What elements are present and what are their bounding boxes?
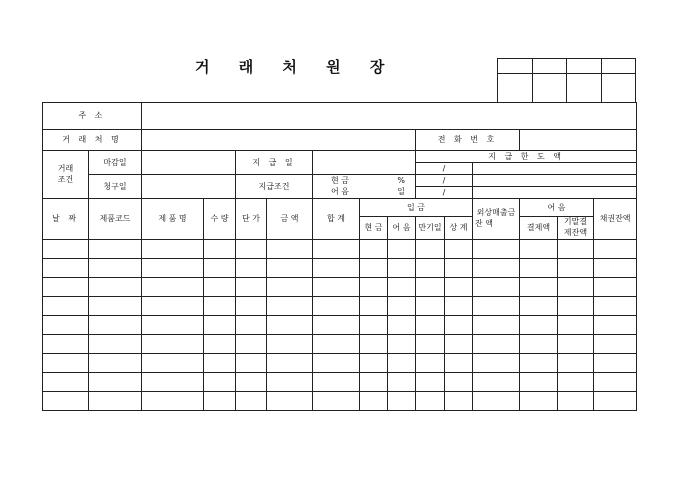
table-row [43, 258, 637, 277]
table-cell[interactable] [142, 239, 204, 258]
table-cell[interactable] [360, 277, 388, 296]
approval-cell[interactable] [498, 59, 533, 74]
approval-cell[interactable] [601, 74, 636, 103]
table-cell[interactable] [267, 277, 313, 296]
table-cell[interactable] [473, 296, 520, 315]
address-value[interactable] [142, 103, 637, 130]
table-cell[interactable] [313, 258, 360, 277]
billing-date-label: 청구일 [89, 175, 142, 199]
approval-box [497, 58, 636, 103]
table-cell[interactable] [43, 296, 89, 315]
table-cell[interactable] [445, 277, 473, 296]
payment-terms-label: 지급조건 [236, 175, 313, 199]
table-cell[interactable] [267, 391, 313, 410]
table-cell[interactable] [520, 391, 558, 410]
table-cell[interactable] [558, 353, 594, 372]
table-cell[interactable] [445, 296, 473, 315]
table-cell[interactable] [360, 372, 388, 391]
col-maturity-balance: 기말결 제잔액 [558, 217, 594, 240]
table-cell[interactable] [236, 239, 267, 258]
table-cell[interactable] [204, 258, 236, 277]
table-cell[interactable] [89, 277, 142, 296]
table-cell[interactable] [388, 334, 416, 353]
col-product-code: 제품코드 [89, 199, 142, 240]
table-cell[interactable] [473, 258, 520, 277]
closing-date-label: 마감일 [89, 151, 142, 175]
col-unit-price: 단 가 [236, 199, 267, 240]
table-cell[interactable] [313, 277, 360, 296]
col-receivable-balance: 외상매출금 잔 액 [473, 199, 520, 240]
table-cell[interactable] [558, 277, 594, 296]
document-title: 거 래 처 원 장 [195, 58, 397, 76]
col-receipt-bill: 어 음 [388, 217, 416, 240]
table-cell[interactable] [558, 334, 594, 353]
credit-limit-value-3[interactable] [473, 187, 637, 199]
table-cell[interactable] [142, 372, 204, 391]
table-cell[interactable] [360, 391, 388, 410]
table-cell[interactable] [267, 353, 313, 372]
table-cell[interactable] [89, 258, 142, 277]
bill-label: 어 음 [331, 187, 349, 196]
table-cell[interactable] [388, 315, 416, 334]
table-cell[interactable] [594, 258, 637, 277]
table-cell[interactable] [267, 372, 313, 391]
table-cell[interactable] [360, 334, 388, 353]
col-amount: 금 액 [267, 199, 313, 240]
table-cell[interactable] [267, 239, 313, 258]
approval-cell[interactable] [532, 59, 567, 74]
table-cell[interactable] [445, 353, 473, 372]
table-cell[interactable] [267, 258, 313, 277]
table-cell[interactable] [520, 277, 558, 296]
table-cell[interactable] [388, 372, 416, 391]
table-cell[interactable] [594, 391, 637, 410]
table-cell[interactable] [267, 334, 313, 353]
address-label: 주 소 [43, 103, 142, 130]
table-cell[interactable] [43, 239, 89, 258]
table-cell[interactable] [473, 277, 520, 296]
table-cell[interactable] [313, 296, 360, 315]
table-cell[interactable] [236, 353, 267, 372]
table-cell[interactable] [520, 372, 558, 391]
table-cell[interactable] [416, 315, 445, 334]
table-cell[interactable] [558, 372, 594, 391]
trade-conditions-label: 거래 조건 [43, 151, 89, 199]
table-cell[interactable] [388, 277, 416, 296]
table-cell[interactable] [236, 315, 267, 334]
table-cell[interactable] [89, 315, 142, 334]
col-bills: 어 음 [520, 199, 594, 217]
table-cell[interactable] [43, 391, 89, 410]
table-cell[interactable] [388, 239, 416, 258]
table-cell[interactable] [445, 258, 473, 277]
table-cell[interactable] [142, 353, 204, 372]
table-cell[interactable] [360, 353, 388, 372]
table-cell[interactable] [267, 315, 313, 334]
table-cell[interactable] [204, 296, 236, 315]
table-cell[interactable] [204, 239, 236, 258]
table-cell[interactable] [142, 258, 204, 277]
table-cell[interactable] [445, 315, 473, 334]
col-receipt: 입 금 [360, 199, 473, 217]
table-cell[interactable] [445, 239, 473, 258]
table-cell[interactable] [594, 277, 637, 296]
table-row [43, 372, 637, 391]
table-cell[interactable] [142, 277, 204, 296]
table-cell[interactable] [558, 239, 594, 258]
table-cell[interactable] [388, 353, 416, 372]
client-value[interactable] [142, 130, 416, 151]
billing-date-value[interactable] [142, 175, 236, 199]
table-cell[interactable] [313, 391, 360, 410]
table-cell[interactable] [416, 391, 445, 410]
table-cell[interactable] [43, 353, 89, 372]
table-cell[interactable] [416, 277, 445, 296]
table-cell[interactable] [313, 353, 360, 372]
col-total: 합 계 [313, 199, 360, 240]
table-cell[interactable] [416, 372, 445, 391]
col-receipt-cash: 현 금 [360, 217, 388, 240]
table-cell[interactable] [473, 353, 520, 372]
phone-label: 전 화 번 호 [416, 130, 520, 151]
table-cell[interactable] [43, 315, 89, 334]
table-cell[interactable] [594, 296, 637, 315]
table-row [43, 334, 637, 353]
payment-date-value[interactable] [313, 151, 416, 175]
table-cell[interactable] [313, 315, 360, 334]
table-cell[interactable] [416, 353, 445, 372]
table-row [43, 315, 637, 334]
col-bond-balance: 채권잔액 [594, 199, 637, 240]
table-cell[interactable] [89, 391, 142, 410]
days-label: 일 [397, 187, 405, 196]
payment-terms-value [313, 175, 416, 199]
table-cell[interactable] [594, 353, 637, 372]
closing-date-value[interactable] [142, 151, 236, 175]
table-cell[interactable] [416, 239, 445, 258]
table-cell[interactable] [204, 353, 236, 372]
table-cell[interactable] [43, 334, 89, 353]
ledger-table [42, 102, 637, 411]
table-cell[interactable] [89, 334, 142, 353]
table-cell[interactable] [594, 372, 637, 391]
col-product-name: 제 품 명 [142, 199, 204, 240]
table-cell[interactable] [473, 239, 520, 258]
table-cell[interactable] [360, 315, 388, 334]
table-cell[interactable] [142, 391, 204, 410]
table-cell[interactable] [236, 391, 267, 410]
table-cell[interactable] [267, 296, 313, 315]
table-cell[interactable] [558, 391, 594, 410]
table-cell[interactable] [89, 239, 142, 258]
table-cell[interactable] [445, 391, 473, 410]
table-cell[interactable] [388, 258, 416, 277]
table-cell[interactable] [416, 296, 445, 315]
table-cell[interactable] [43, 277, 89, 296]
table-cell[interactable] [360, 258, 388, 277]
table-cell[interactable] [416, 258, 445, 277]
table-cell[interactable] [558, 315, 594, 334]
table-cell[interactable] [142, 334, 204, 353]
percent-label: % [397, 176, 405, 185]
table-cell[interactable] [520, 239, 558, 258]
client-label: 거 래 처 명 [43, 130, 142, 151]
table-cell[interactable] [313, 334, 360, 353]
table-cell[interactable] [473, 372, 520, 391]
table-cell[interactable] [204, 334, 236, 353]
table-cell[interactable] [204, 372, 236, 391]
approval-cell[interactable] [601, 59, 636, 74]
table-cell[interactable] [473, 391, 520, 410]
approval-cell[interactable] [567, 59, 602, 74]
table-cell[interactable] [388, 296, 416, 315]
table-cell[interactable] [43, 372, 89, 391]
table-cell[interactable] [313, 239, 360, 258]
table-cell[interactable] [236, 296, 267, 315]
credit-limit-value-1[interactable] [473, 163, 637, 175]
table-cell[interactable] [89, 296, 142, 315]
table-cell[interactable] [558, 258, 594, 277]
table-cell[interactable] [416, 334, 445, 353]
table-cell[interactable] [360, 239, 388, 258]
table-cell[interactable] [236, 258, 267, 277]
credit-limit-slash-1: / [416, 163, 473, 175]
credit-limit-label: 지 급 한 도 액 [416, 151, 637, 163]
table-cell[interactable] [594, 239, 637, 258]
table-cell[interactable] [558, 296, 594, 315]
table-cell[interactable] [594, 315, 637, 334]
payment-date-label: 지 급 일 [236, 151, 313, 175]
table-row [43, 391, 637, 410]
table-cell[interactable] [43, 258, 89, 277]
table-cell[interactable] [89, 353, 142, 372]
table-cell[interactable] [388, 391, 416, 410]
table-cell[interactable] [360, 296, 388, 315]
col-date: 날 짜 [43, 199, 89, 240]
table-row [43, 277, 637, 296]
table-cell[interactable] [520, 296, 558, 315]
table-row [43, 239, 637, 258]
table-cell[interactable] [89, 372, 142, 391]
table-row [43, 296, 637, 315]
table-cell[interactable] [520, 315, 558, 334]
table-cell[interactable] [594, 334, 637, 353]
table-cell[interactable] [445, 334, 473, 353]
table-cell[interactable] [520, 334, 558, 353]
cash-label: 현 금 [331, 176, 349, 185]
table-cell[interactable] [520, 258, 558, 277]
credit-limit-slash-2: / [416, 175, 473, 187]
credit-limit-value-2[interactable] [473, 175, 637, 187]
table-cell[interactable] [142, 296, 204, 315]
table-cell[interactable] [204, 315, 236, 334]
table-cell[interactable] [236, 334, 267, 353]
table-cell[interactable] [236, 372, 267, 391]
table-cell[interactable] [473, 315, 520, 334]
approval-cell[interactable] [498, 74, 533, 103]
table-cell[interactable] [520, 353, 558, 372]
col-receipt-offset: 상 계 [445, 217, 473, 240]
table-cell[interactable] [204, 391, 236, 410]
table-cell[interactable] [473, 334, 520, 353]
col-quantity: 수 량 [204, 199, 236, 240]
table-cell[interactable] [313, 372, 360, 391]
col-receipt-due: 만기일 [416, 217, 445, 240]
table-cell[interactable] [445, 372, 473, 391]
table-cell[interactable] [204, 277, 236, 296]
table-cell[interactable] [142, 315, 204, 334]
col-settled: 결제액 [520, 217, 558, 240]
phone-value[interactable] [520, 130, 637, 151]
credit-limit-slash-3: / [416, 187, 473, 199]
approval-cell[interactable] [532, 74, 567, 103]
table-cell[interactable] [236, 277, 267, 296]
table-row [43, 353, 637, 372]
approval-cell[interactable] [567, 74, 602, 103]
